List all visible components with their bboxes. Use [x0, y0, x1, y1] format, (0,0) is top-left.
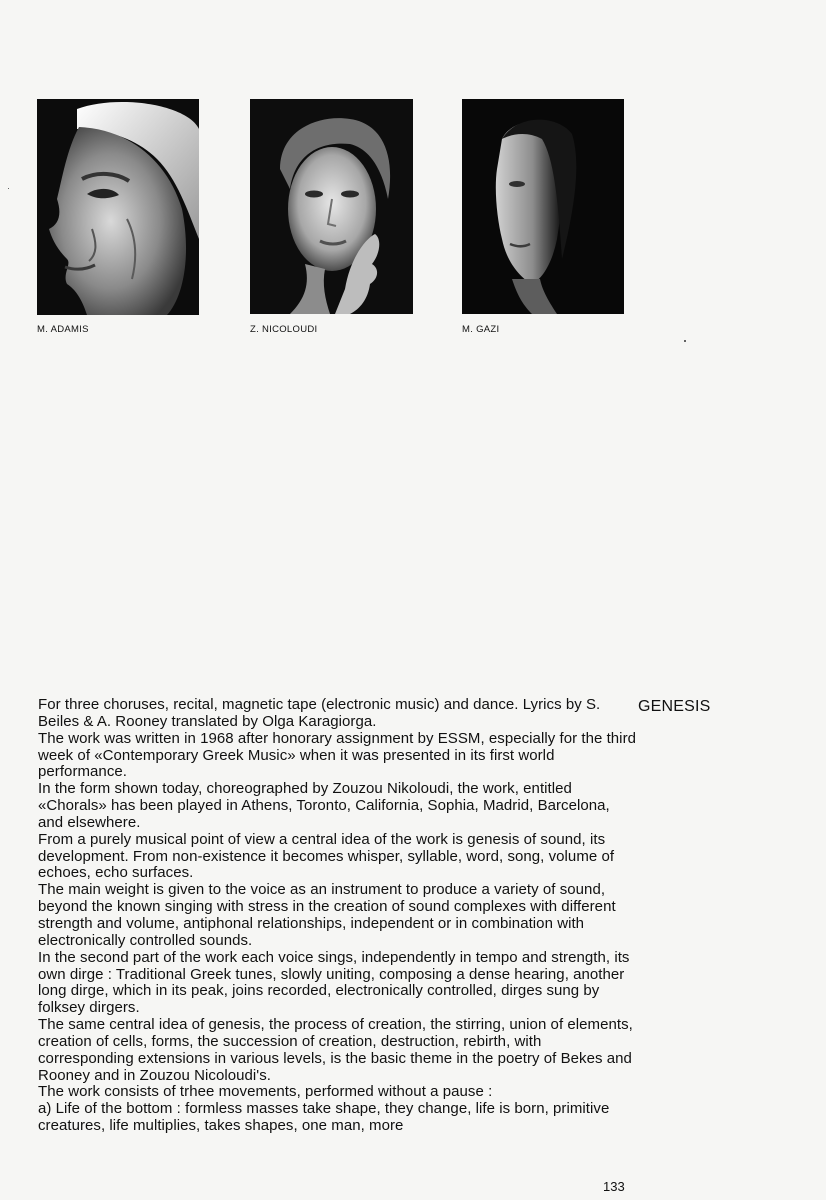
- portrait-photo-adamis: [37, 99, 199, 315]
- paragraph: From a purely musical point of view a central idea of the work is genesis of sound, its development. From non-existence it becomes whisper, syllable, word, song, volume of echoes, echo surfaces.: [38, 830, 615, 882]
- portrait-caption: M. GAZI: [462, 324, 500, 335]
- page-number: 133: [603, 1179, 625, 1194]
- portrait-caption: M. ADAMIS: [37, 324, 89, 335]
- portrait-caption: Z. NICOLOUDI: [250, 324, 318, 335]
- paragraph: a) Life of the bottom : formless masses take shape, they change, life is born, primitive creatures, life multiplies, takes shapes, one man, more: [38, 1100, 610, 1135]
- paragraph: The work was written in 1968 after honorary assignment by ESSM, especially for the third week of «Contemporary Greek Music» when it was presented in its first world performance.: [38, 729, 637, 781]
- paragraph: For three choruses, recital, magnetic tape (electronic music) and dance. Lyrics by S. Beiles & A. Rooney translated by Olga Karagiorga.: [38, 696, 601, 730]
- paragraph: The main weight is given to the voice as an instrument to produce a variety of sound, beyond the known singing with stress in the creation of sound complexes with different strength and volume, antiphonal relationships, independent or in combination with electronically controlled sounds.: [38, 881, 616, 949]
- section-title: GENESIS: [638, 698, 711, 715]
- paragraph: In the form shown today, choreographed by Zouzou Nikoloudi, the work, entitled «Chorals» has been played in Athens, Toronto, California, Sophia, Madrid, Barcelona, and elsewhere.: [38, 780, 610, 831]
- portrait-photo-gazi: [462, 99, 624, 314]
- article-body: [38, 697, 638, 1135]
- paragraph: In the second part of the work each voice sings, independently in tempo and strength, its own dirge : Traditional Greek tunes, slowly uniting, composing a dense hearing, another long dirge, which in its peak, joins recorded, electronically controlled, dirges sung by folksey dirgers.: [38, 948, 630, 1017]
- portrait-photo-nicoloudi: [250, 99, 413, 314]
- scan-speck: [8, 188, 9, 189]
- paragraph: The work consists of trhee movements, performed without a pause :: [38, 1083, 493, 1101]
- scan-speck: [684, 340, 686, 342]
- paragraph: The same central idea of genesis, the process of creation, the stirring, union of elements, creation of cells, forms, the succession of creation, destruction, rebirth, with corresponding extensions in various levels, is the basic theme in the poetry of Bekes and Rooney and in Zouzou Nicoloudi's.: [38, 1016, 633, 1084]
